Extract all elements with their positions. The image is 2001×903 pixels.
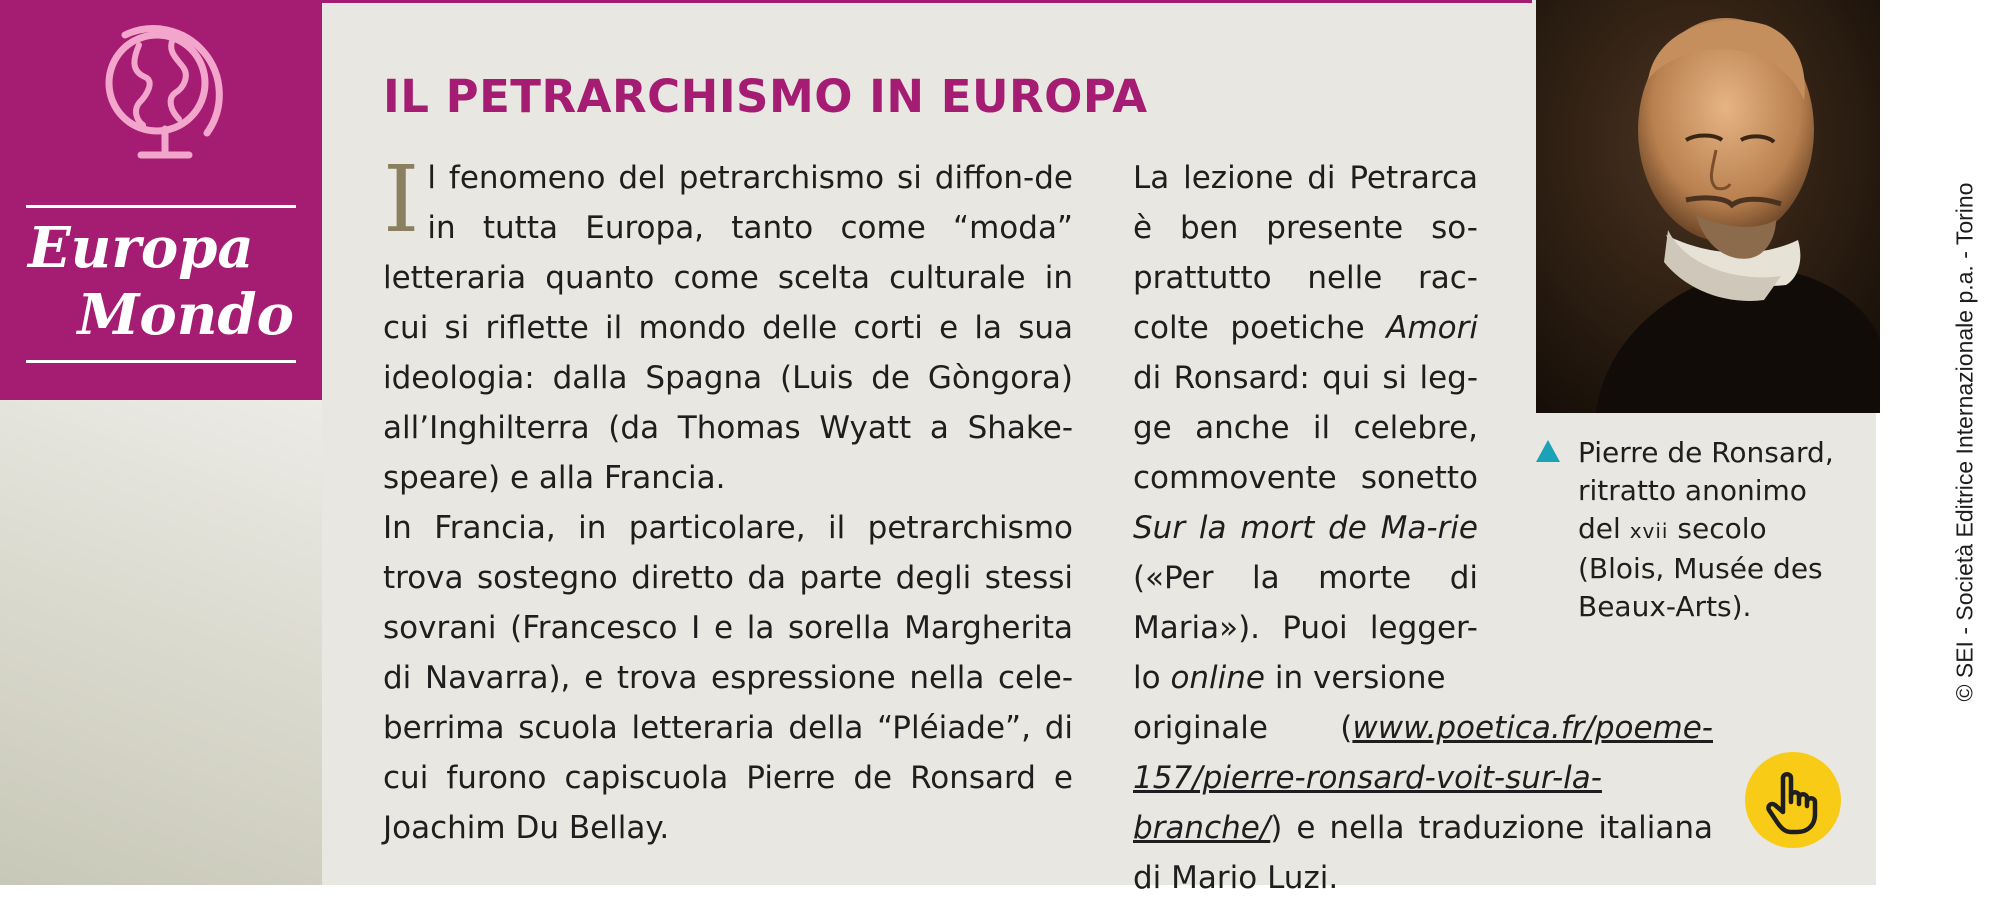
- text-column-right: [1133, 153, 1478, 703]
- italic-title-amori: Amori: [1386, 310, 1478, 346]
- text-run: («Per la morte di Maria»). Puoi legger-lo: [1133, 560, 1478, 696]
- badge-word-mondo: Mondo: [77, 282, 294, 348]
- image-caption: [1578, 434, 1838, 626]
- top-rule: [322, 0, 1532, 3]
- paragraph-1: [383, 146, 1073, 503]
- copyright-note: © SEI - Società Editrice Internazionale p.a. - Torino: [1951, 182, 1978, 702]
- badge-rule-top: [26, 205, 296, 208]
- pointing-hand-icon: [1745, 752, 1841, 848]
- text-run: originale (: [1133, 710, 1353, 746]
- globe-icon: [95, 15, 225, 175]
- text-column-right-tail: [1133, 703, 1713, 903]
- caption-text: secolo (Blois, Musée des Beaux-Arts).: [1578, 512, 1823, 623]
- caption-century: xvii: [1629, 519, 1669, 543]
- page-title: IL PETRARCHISMO IN EUROPA: [383, 70, 1148, 123]
- caption-text: Pierre de Ronsard, ritratto anonimo del: [1578, 436, 1834, 545]
- europa-mondo-badge: [0, 0, 322, 400]
- interactive-hand-button[interactable]: [1745, 752, 1841, 848]
- paragraph-1-text: l fenomeno del petrarchismo si diffon-de in tutta Europa, tanto come “moda” letteraria quanto come scelta culturale in cui si riflette il mondo delle corti e la sua ideologia: dalla Spagna (Luis de Gòngora) all’Inghilterra (da Thomas Wyatt a Shake-speare) e alla Francia.: [383, 160, 1073, 496]
- text-run: in versione: [1265, 660, 1446, 696]
- badge-word-europa: Europa: [28, 215, 254, 281]
- triangle-marker-icon: [1536, 440, 1560, 462]
- italic-word-online: online: [1170, 660, 1265, 696]
- drop-cap: I: [383, 146, 420, 253]
- badge-rule-bottom: [26, 360, 296, 363]
- poem-link[interactable]: www.poetica.fr/poeme-157/pierre-ronsard-voit-sur-la-branche/: [1133, 710, 1713, 846]
- text-run: La lezione di Petrarca è ben presente so-prattutto nelle rac-colte poetiche: [1133, 160, 1478, 346]
- text-column-left: [383, 146, 1073, 853]
- italic-title-sonnet: Sur la mort de Ma-rie: [1133, 510, 1478, 546]
- ronsard-portrait-image: [1536, 0, 1880, 413]
- text-run: ) e nella traduzione italiana di Mario Luzi.: [1133, 810, 1713, 896]
- text-run: di Ronsard: qui si leg-ge anche il celebre, commovente sonetto: [1133, 360, 1478, 496]
- left-decor-strip: [0, 400, 322, 885]
- paragraph-2: In Francia, in particolare, il petrarchismo trova sostegno diretto da parte degli stessi sovrani (Francesco I e la sorella Margherita di Navarra), e trova espressione nella cele-berrima scuola letteraria della “Pléiade”, di cui furono capiscuola Pierre de Ronsard e Joachim Du Bellay.: [383, 510, 1073, 846]
